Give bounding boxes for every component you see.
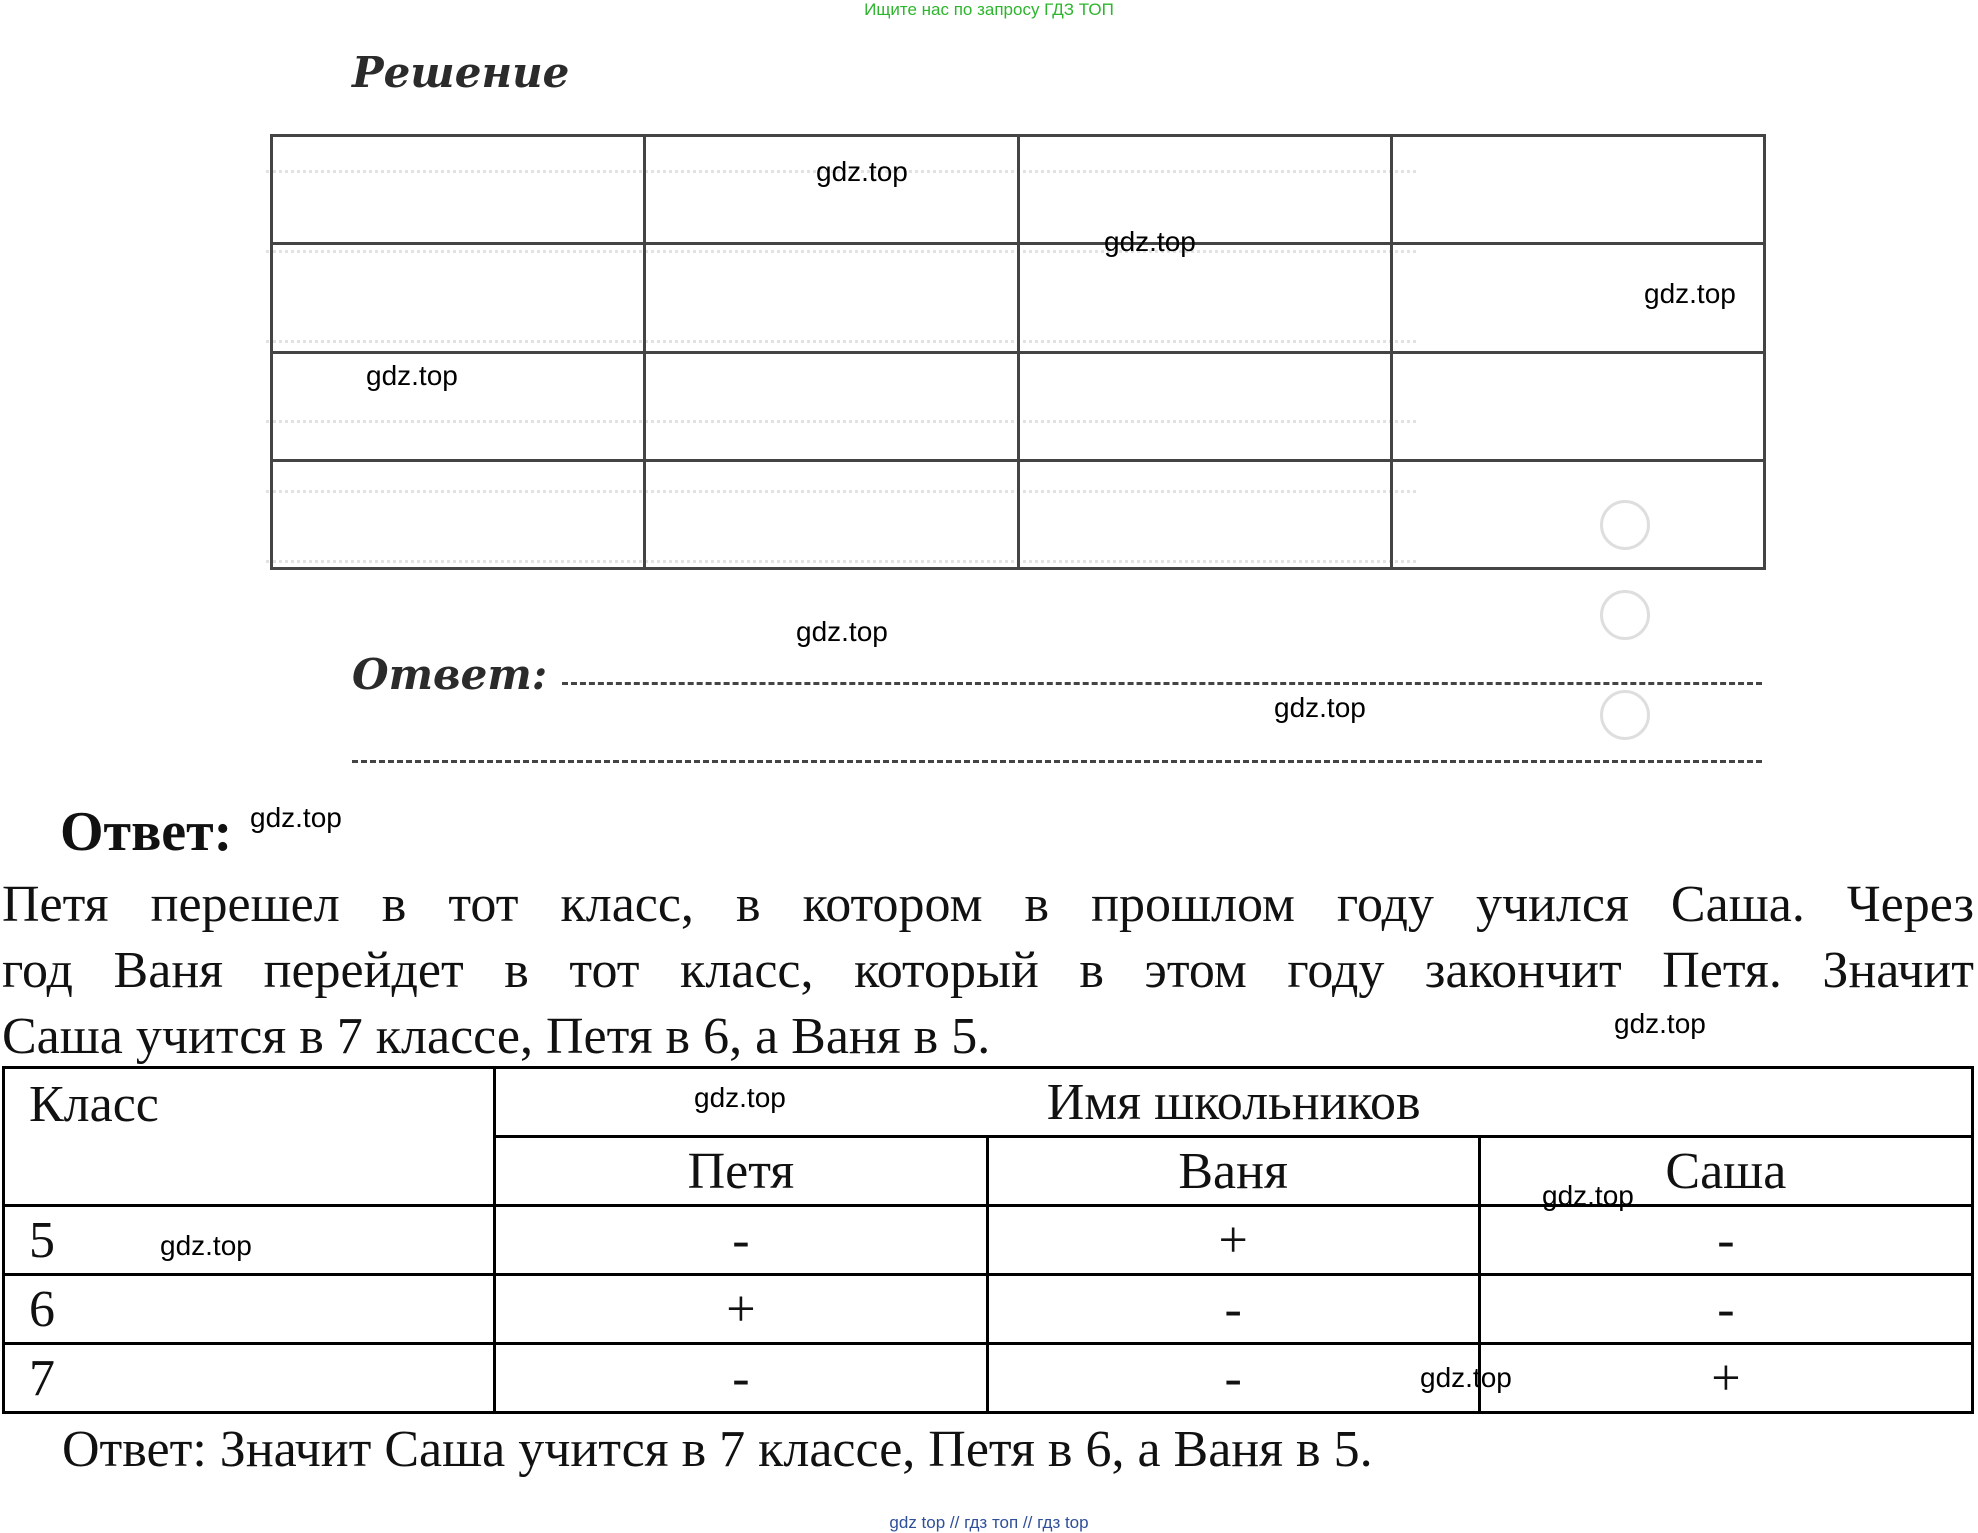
table-row bbox=[4, 1275, 1973, 1344]
paragraph-line: Петя перешел в тот класс, в котором в прошлом году учился Саша. Через bbox=[2, 876, 1974, 933]
watermark: gdz.top bbox=[1420, 1362, 1512, 1393]
table-corner-header: Класс bbox=[4, 1068, 495, 1206]
bottom-banner[interactable]: gdz top // гдз топ // гдз top bbox=[889, 1513, 1089, 1532]
table-cell: - bbox=[495, 1344, 987, 1413]
row-class-label: 6 bbox=[4, 1275, 495, 1344]
table-cell: - bbox=[987, 1344, 1479, 1413]
table-cell: + bbox=[495, 1275, 987, 1344]
ghost-radio-circle bbox=[1600, 690, 1650, 740]
table-cell: + bbox=[987, 1206, 1479, 1275]
answer-paragraph bbox=[2, 872, 1974, 1070]
answer-dashed-line bbox=[562, 682, 1762, 685]
table-cell: - bbox=[987, 1275, 1479, 1344]
watermark: gdz.top bbox=[1614, 1008, 1706, 1039]
row-class-label: 5 bbox=[4, 1206, 495, 1275]
row-class-label: 7 bbox=[4, 1344, 495, 1413]
column-header: Саша bbox=[1479, 1137, 1972, 1206]
column-header: Петя bbox=[495, 1137, 987, 1206]
watermark: gdz.top bbox=[1274, 692, 1366, 723]
watermark: gdz.top bbox=[694, 1082, 786, 1113]
watermark: gdz.top bbox=[250, 802, 342, 833]
watermark: gdz.top bbox=[816, 156, 908, 187]
paragraph-line: год Ваня перейдет в тот класс, который в этом году закончит Петя. Значит bbox=[2, 942, 1974, 999]
table-row bbox=[4, 1344, 1973, 1413]
table-cell: - bbox=[1479, 1206, 1972, 1275]
watermark: gdz.top bbox=[1104, 226, 1196, 257]
table-row bbox=[4, 1206, 1973, 1275]
watermark: gdz.top bbox=[1644, 278, 1736, 309]
final-answer: Ответ: Значит Саша учится в 7 классе, Петя в 6, а Ваня в 5. bbox=[62, 1421, 1373, 1478]
scan-heading: Решение bbox=[352, 48, 570, 97]
watermark: gdz.top bbox=[366, 360, 458, 391]
paragraph-line: Саша учится в 7 классе, Петя в 6, а Ваня в 5. bbox=[2, 1008, 991, 1065]
top-banner[interactable]: Ищите нас по запросу ГДЗ ТОП bbox=[864, 0, 1114, 19]
empty-solution-grid bbox=[270, 134, 1766, 570]
table-group-header: Имя школьников bbox=[495, 1068, 1973, 1137]
scanned-workbook-image bbox=[260, 20, 1770, 780]
watermark: gdz.top bbox=[160, 1230, 252, 1261]
watermark: gdz.top bbox=[796, 616, 888, 647]
answer-heading: Ответ: bbox=[60, 801, 233, 863]
class-table bbox=[2, 1066, 1974, 1414]
ghost-radio-circle bbox=[1600, 590, 1650, 640]
table-cell: + bbox=[1479, 1344, 1972, 1413]
table-cell: - bbox=[495, 1206, 987, 1275]
watermark: gdz.top bbox=[1542, 1180, 1634, 1211]
answer-dashed-line bbox=[352, 760, 1762, 763]
table-cell: - bbox=[1479, 1275, 1972, 1344]
scan-answer-label: Ответ: bbox=[352, 650, 548, 699]
column-header: Ваня bbox=[987, 1137, 1479, 1206]
